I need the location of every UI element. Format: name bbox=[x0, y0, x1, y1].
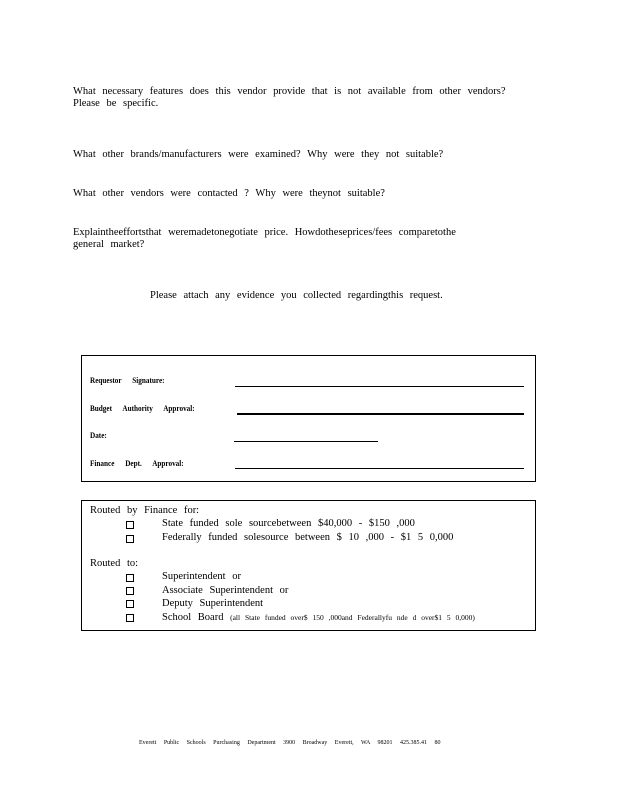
question-negotiation-line2: general market? bbox=[73, 239, 145, 250]
date-line[interactable] bbox=[234, 441, 378, 442]
routed-to-header: Routed to: bbox=[90, 558, 139, 569]
associate-superintendent-label: Associate Superintendent or bbox=[162, 585, 289, 596]
routed-by-finance-header: Routed by Finance for: bbox=[90, 505, 200, 516]
school-board-text: School Board bbox=[162, 612, 224, 623]
deputy-superintendent-label: Deputy Superintendent bbox=[162, 598, 264, 609]
finance-approval-line[interactable] bbox=[235, 468, 524, 469]
attach-evidence-note: Please attach any evidence you collected regardingthis request. bbox=[150, 290, 443, 301]
requestor-signature-label: Requestor Signature: bbox=[90, 376, 165, 385]
school-board-label bbox=[162, 612, 475, 624]
signature-box bbox=[81, 355, 536, 482]
superintendent-label: Superintendent or bbox=[162, 571, 241, 582]
budget-approval-line[interactable] bbox=[237, 413, 524, 415]
question-vendors: What other vendors were contacted ? Why were theynot suitable? bbox=[73, 188, 385, 199]
date-label: Date: bbox=[90, 431, 107, 440]
finance-approval-label: Finance Dept. Approval: bbox=[90, 459, 184, 468]
requestor-signature-line[interactable] bbox=[235, 386, 524, 387]
associate-superintendent-checkbox[interactable] bbox=[126, 587, 134, 595]
question-negotiation-line1: Explaintheeffortsthat weremadetonegotiate price. Howdotheseprices/fees comparetothe bbox=[73, 227, 456, 238]
school-board-note: (all State funded over$ 150 ,000and Federallyfu nde d over$1 5 0,000) bbox=[230, 613, 475, 622]
deputy-superintendent-checkbox[interactable] bbox=[126, 600, 134, 608]
federally-funded-checkbox[interactable] bbox=[126, 535, 134, 543]
federally-funded-label: Federally funded solesource between $ 10 ,000 - $1 5 0,000 bbox=[162, 532, 454, 543]
question-features-line2: Please be specific. bbox=[73, 98, 159, 109]
page-footer: Everett Public Schools Purchasing Department 3900 Broadway Everett, WA 98201 425.385.41 80 bbox=[139, 740, 441, 746]
budget-approval-label: Budget Authority Approval: bbox=[90, 404, 195, 413]
state-funded-checkbox[interactable] bbox=[126, 521, 134, 529]
question-brands: What other brands/manufacturers were examined? Why were they not suitable? bbox=[73, 149, 444, 160]
routing-box bbox=[81, 500, 536, 631]
state-funded-label: State funded sole sourcebetween $40,000 - $150 ,000 bbox=[162, 518, 415, 529]
superintendent-checkbox[interactable] bbox=[126, 574, 134, 582]
school-board-checkbox[interactable] bbox=[126, 614, 134, 622]
question-features-line1: What necessary features does this vendor provide that is not available from other vendors? bbox=[73, 86, 506, 97]
